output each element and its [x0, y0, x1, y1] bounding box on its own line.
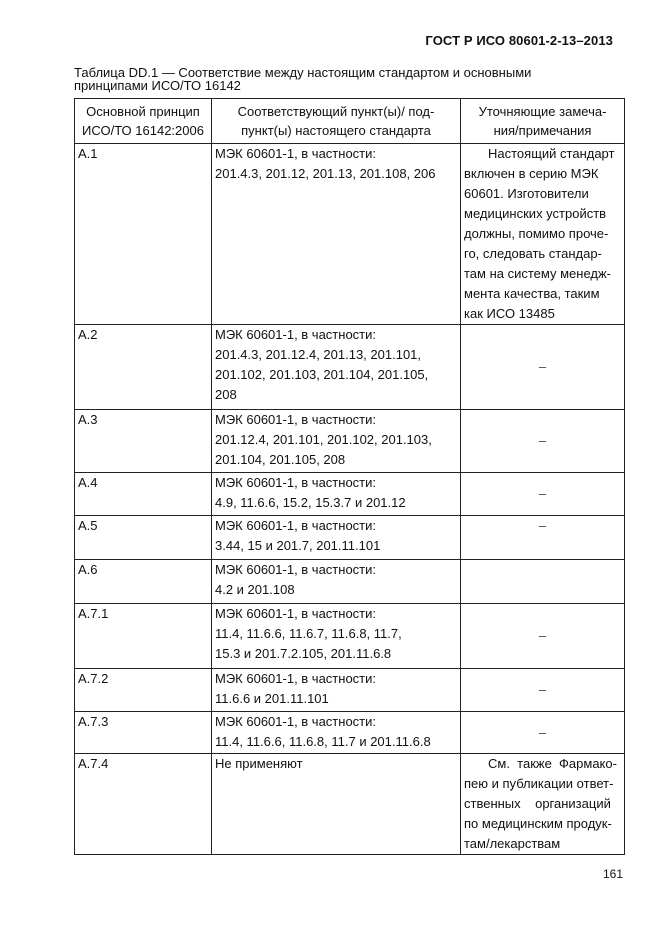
clause-line: 15.3 и 201.7.2.105, 201.11.6.8: [215, 646, 392, 661]
principle-cell: A.7.1: [75, 604, 212, 669]
remark-line: медицинских устройств: [464, 206, 607, 221]
clause-line: 11.6.6 и 201.11.101: [215, 691, 329, 706]
clause-line: 201.12.4, 201.101, 201.102, 201.103,: [215, 432, 432, 447]
page-number: 161: [603, 867, 624, 881]
clause-line: МЭК 60601-1, в частности:: [215, 146, 377, 161]
remark-line: там на систему менедж-: [464, 266, 612, 281]
table-caption-line: Таблица DD.1 — Соответствие между настоящим стандартом и основными: [74, 65, 532, 80]
column-header-line: ния/примечания: [493, 123, 592, 138]
column-header-remark: [461, 99, 625, 144]
clause-cell: [212, 560, 461, 604]
remark-line: 60601. Изготовители: [464, 186, 589, 201]
remark-line: пею и публикации ответ-: [464, 776, 614, 791]
column-header-line: ИСО/ТО 16142:2006: [82, 123, 204, 138]
clause-line: МЭК 60601-1, в частности:: [215, 606, 377, 621]
clause-line: Не применяют: [215, 756, 303, 771]
remark-cell: [461, 560, 625, 604]
clause-cell: [212, 669, 461, 712]
clause-line: МЭК 60601-1, в частности:: [215, 562, 377, 577]
table-row: [75, 669, 625, 712]
principle-cell: A.7.4: [75, 754, 212, 855]
remark-line: мента качества, таким: [464, 286, 600, 301]
remark-line: должны, помимо проче-: [464, 226, 609, 241]
clause-line: 208: [215, 387, 237, 402]
remark-line: См. также Фармако-: [488, 756, 617, 771]
table-row: [75, 410, 625, 473]
clause-cell: [212, 144, 461, 325]
clause-line: 11.4, 11.6.6, 11.6.7, 11.6.8, 11.7,: [215, 626, 402, 641]
correspondence-table: [74, 98, 625, 855]
table-row: [75, 325, 625, 410]
clause-cell: [212, 712, 461, 754]
table-row: [75, 144, 625, 325]
clause-cell: [212, 516, 461, 560]
table-row: [75, 712, 625, 754]
remark-line: там/лекарствам: [464, 836, 561, 851]
principle-cell: A.1: [75, 144, 212, 325]
remark-cell: –: [461, 669, 625, 712]
remark-line: го, следовать стандар-: [464, 246, 602, 261]
clause-line: 201.102, 201.103, 201.104, 201.105,: [215, 367, 429, 382]
clause-cell: [212, 754, 461, 855]
table-row: [75, 473, 625, 516]
remark-line: ственных организаций: [464, 796, 611, 811]
clause-cell: [212, 604, 461, 669]
clause-line: 4.9, 11.6.6, 15.2, 15.3.7 и 201.12: [215, 495, 406, 510]
clause-line: МЭК 60601-1, в частности:: [215, 327, 377, 342]
table-caption: [74, 66, 594, 92]
clause-line: 201.4.3, 201.12.4, 201.13, 201.101,: [215, 347, 422, 362]
column-header-line: Уточняющие замеча-: [478, 104, 607, 119]
clause-cell: [212, 473, 461, 516]
remark-line: как ИСО 13485: [464, 306, 555, 321]
remark-cell: –: [461, 325, 625, 410]
table-caption-line: принципами ИСО/ТО 16142: [74, 78, 241, 93]
document-header: ГОСТ Р ИСО 80601-2-13–2013: [425, 33, 613, 48]
column-header-line: Соответствующий пункт(ы)/ под-: [237, 104, 435, 119]
principle-cell: A.2: [75, 325, 212, 410]
clause-line: 4.2 и 201.108: [215, 582, 295, 597]
clause-line: 3.44, 15 и 201.7, 201.11.101: [215, 538, 381, 553]
principle-cell: A.3: [75, 410, 212, 473]
principle-cell: A.7.2: [75, 669, 212, 712]
clause-cell: [212, 410, 461, 473]
clause-line: МЭК 60601-1, в частности:: [215, 518, 377, 533]
table-row: [75, 604, 625, 669]
column-header-clause: [212, 99, 461, 144]
column-header-principle: [75, 99, 212, 144]
remark-cell: [461, 754, 625, 855]
clause-line: МЭК 60601-1, в частности:: [215, 475, 377, 490]
principle-cell: A.5: [75, 516, 212, 560]
remark-line: Настоящий стандарт: [488, 146, 615, 161]
clause-line: 201.104, 201.105, 208: [215, 452, 346, 467]
clause-line: МЭК 60601-1, в частности:: [215, 671, 377, 686]
remark-cell: –: [461, 473, 625, 516]
clause-line: 201.4.3, 201.12, 201.13, 201.108, 206: [215, 166, 436, 181]
remark-line: включен в серию МЭК: [464, 166, 599, 181]
table-row: [75, 516, 625, 560]
clause-line: МЭК 60601-1, в частности:: [215, 412, 377, 427]
principle-cell: A.4: [75, 473, 212, 516]
principle-cell: A.6: [75, 560, 212, 604]
remark-cell: –: [461, 712, 625, 754]
remark-cell: –: [461, 410, 625, 473]
column-header-line: пункт(ы) настоящего стандарта: [241, 123, 431, 138]
clause-cell: [212, 325, 461, 410]
principle-cell: A.7.3: [75, 712, 212, 754]
table-row: [75, 754, 625, 855]
table-header-row: [75, 99, 625, 144]
column-header-line: Основной принцип: [86, 104, 200, 119]
clause-line: МЭК 60601-1, в частности:: [215, 714, 377, 729]
remark-cell: –: [461, 604, 625, 669]
table-row: [75, 560, 625, 604]
remark-cell: –: [461, 516, 625, 560]
remark-line: по медицинским продук-: [464, 816, 612, 831]
clause-line: 11.4, 11.6.6, 11.6.8, 11.7 и 201.11.6.8: [215, 734, 431, 749]
remark-cell: [461, 144, 625, 325]
